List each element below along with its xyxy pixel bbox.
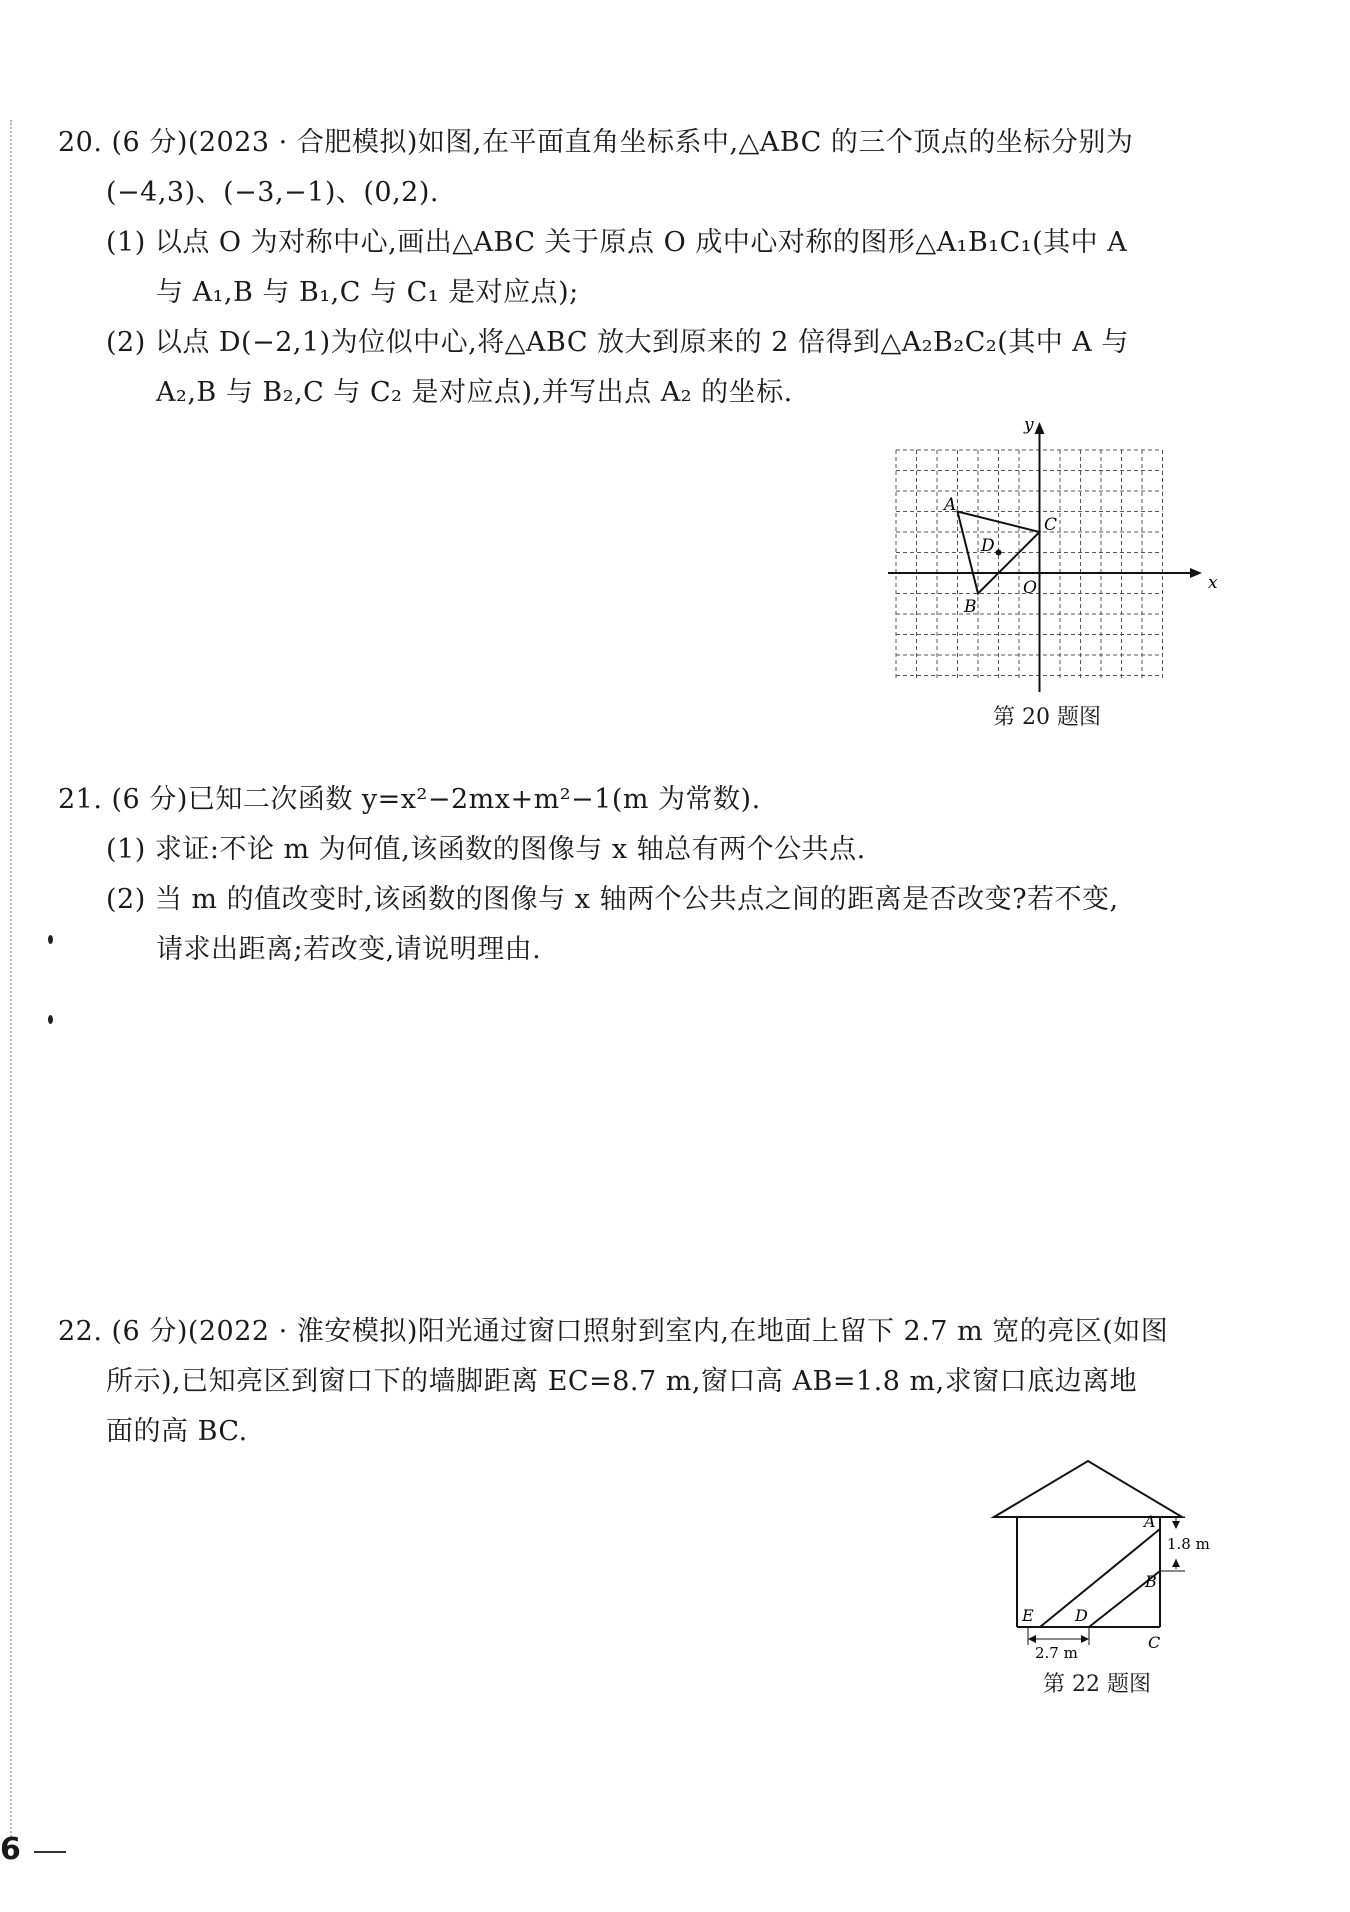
problem-text-line: 22. (6 分)(2022 · 淮安模拟)阳光通过窗口照射到室内,在地面上留下 2.7 m 宽的亮区(如图 <box>58 1316 1169 1347</box>
x-axis-label: x <box>1208 573 1218 593</box>
vertex-c-label: C <box>1044 515 1058 535</box>
margin-dot <box>48 935 53 944</box>
problem-text-line: (2) 以点 D(−2,1)为位似中心,将△ABC 放大到原来的 2 倍得到△A₂B₂C₂(其中 A 与 <box>106 327 1129 358</box>
y-axis-label: y <box>1024 415 1034 435</box>
problem-text-line: 请求出距离;若改变,请说明理由. <box>156 934 542 965</box>
problem-text-line: A₂,B 与 B₂,C 与 C₂ 是对应点),并写出点 A₂ 的坐标. <box>156 377 793 408</box>
coordinate-grid-figure <box>880 410 1220 700</box>
vertex-a-label: A <box>944 495 957 515</box>
problem-text-line: 21. (6 分)已知二次函数 y=x²−2mx+m²−1(m 为常数). <box>58 784 761 815</box>
arrow-up-icon <box>1172 1559 1180 1567</box>
margin-dot <box>48 1015 53 1024</box>
problem-text-line: 面的高 BC. <box>106 1416 248 1447</box>
label-e: E <box>1022 1606 1034 1625</box>
problem-text-line: (1) 求证:不论 m 为何值,该函数的图像与 x 轴总有两个公共点. <box>106 834 866 865</box>
y-axis-arrow-icon <box>1035 422 1045 434</box>
figure-caption: 第 22 题图 <box>1043 1672 1151 1697</box>
problem-text-line: 与 A₁,B 与 B₁,C 与 C₁ 是对应点); <box>156 277 579 308</box>
page-number: 6 <box>0 1832 21 1867</box>
label-a: A <box>1144 1512 1156 1531</box>
label-d: D <box>1075 1606 1088 1625</box>
grid-lines <box>896 450 1163 680</box>
width-label: 2.7 m <box>1035 1644 1078 1662</box>
point-d-label: D <box>981 536 995 556</box>
house-window-figure <box>980 1455 1225 1695</box>
point-d <box>996 550 1002 556</box>
origin-label: O <box>1023 578 1037 598</box>
problem-text-line: 所示),已知亮区到窗口下的墙脚距离 EC=8.7 m,窗口高 AB=1.8 m,求窗口底边离地 <box>106 1366 1138 1397</box>
label-c: C <box>1148 1633 1161 1652</box>
arrow-right-icon <box>1081 1635 1089 1643</box>
binding-margin-line <box>10 120 12 1840</box>
problem-text-line: 20. (6 分)(2023 · 合肥模拟)如图,在平面直角坐标系中,△ABC 的三个顶点的坐标分别为 <box>58 127 1134 158</box>
light-ray-a <box>1040 1529 1160 1627</box>
x-axis-arrow-icon <box>1190 568 1202 578</box>
roof <box>994 1461 1182 1517</box>
page-number-dash <box>34 1851 66 1853</box>
figure-caption: 第 20 题图 <box>993 705 1101 730</box>
height-label: 1.8 m <box>1167 1535 1210 1553</box>
problem-text-line: (2) 当 m 的值改变时,该函数的图像与 x 轴两个公共点之间的距离是否改变?若不变, <box>106 884 1119 915</box>
arrow-down-icon <box>1172 1521 1180 1529</box>
vertex-b-label: B <box>964 597 977 617</box>
problem-text-line: (1) 以点 O 为对称中心,画出△ABC 关于原点 O 成中心对称的图形△A₁B₁C₁(其中 A <box>106 227 1128 258</box>
arrow-left-icon <box>1028 1635 1036 1643</box>
label-b: B <box>1145 1572 1157 1591</box>
problem-text-line: (−4,3)、(−3,−1)、(0,2). <box>106 177 439 208</box>
